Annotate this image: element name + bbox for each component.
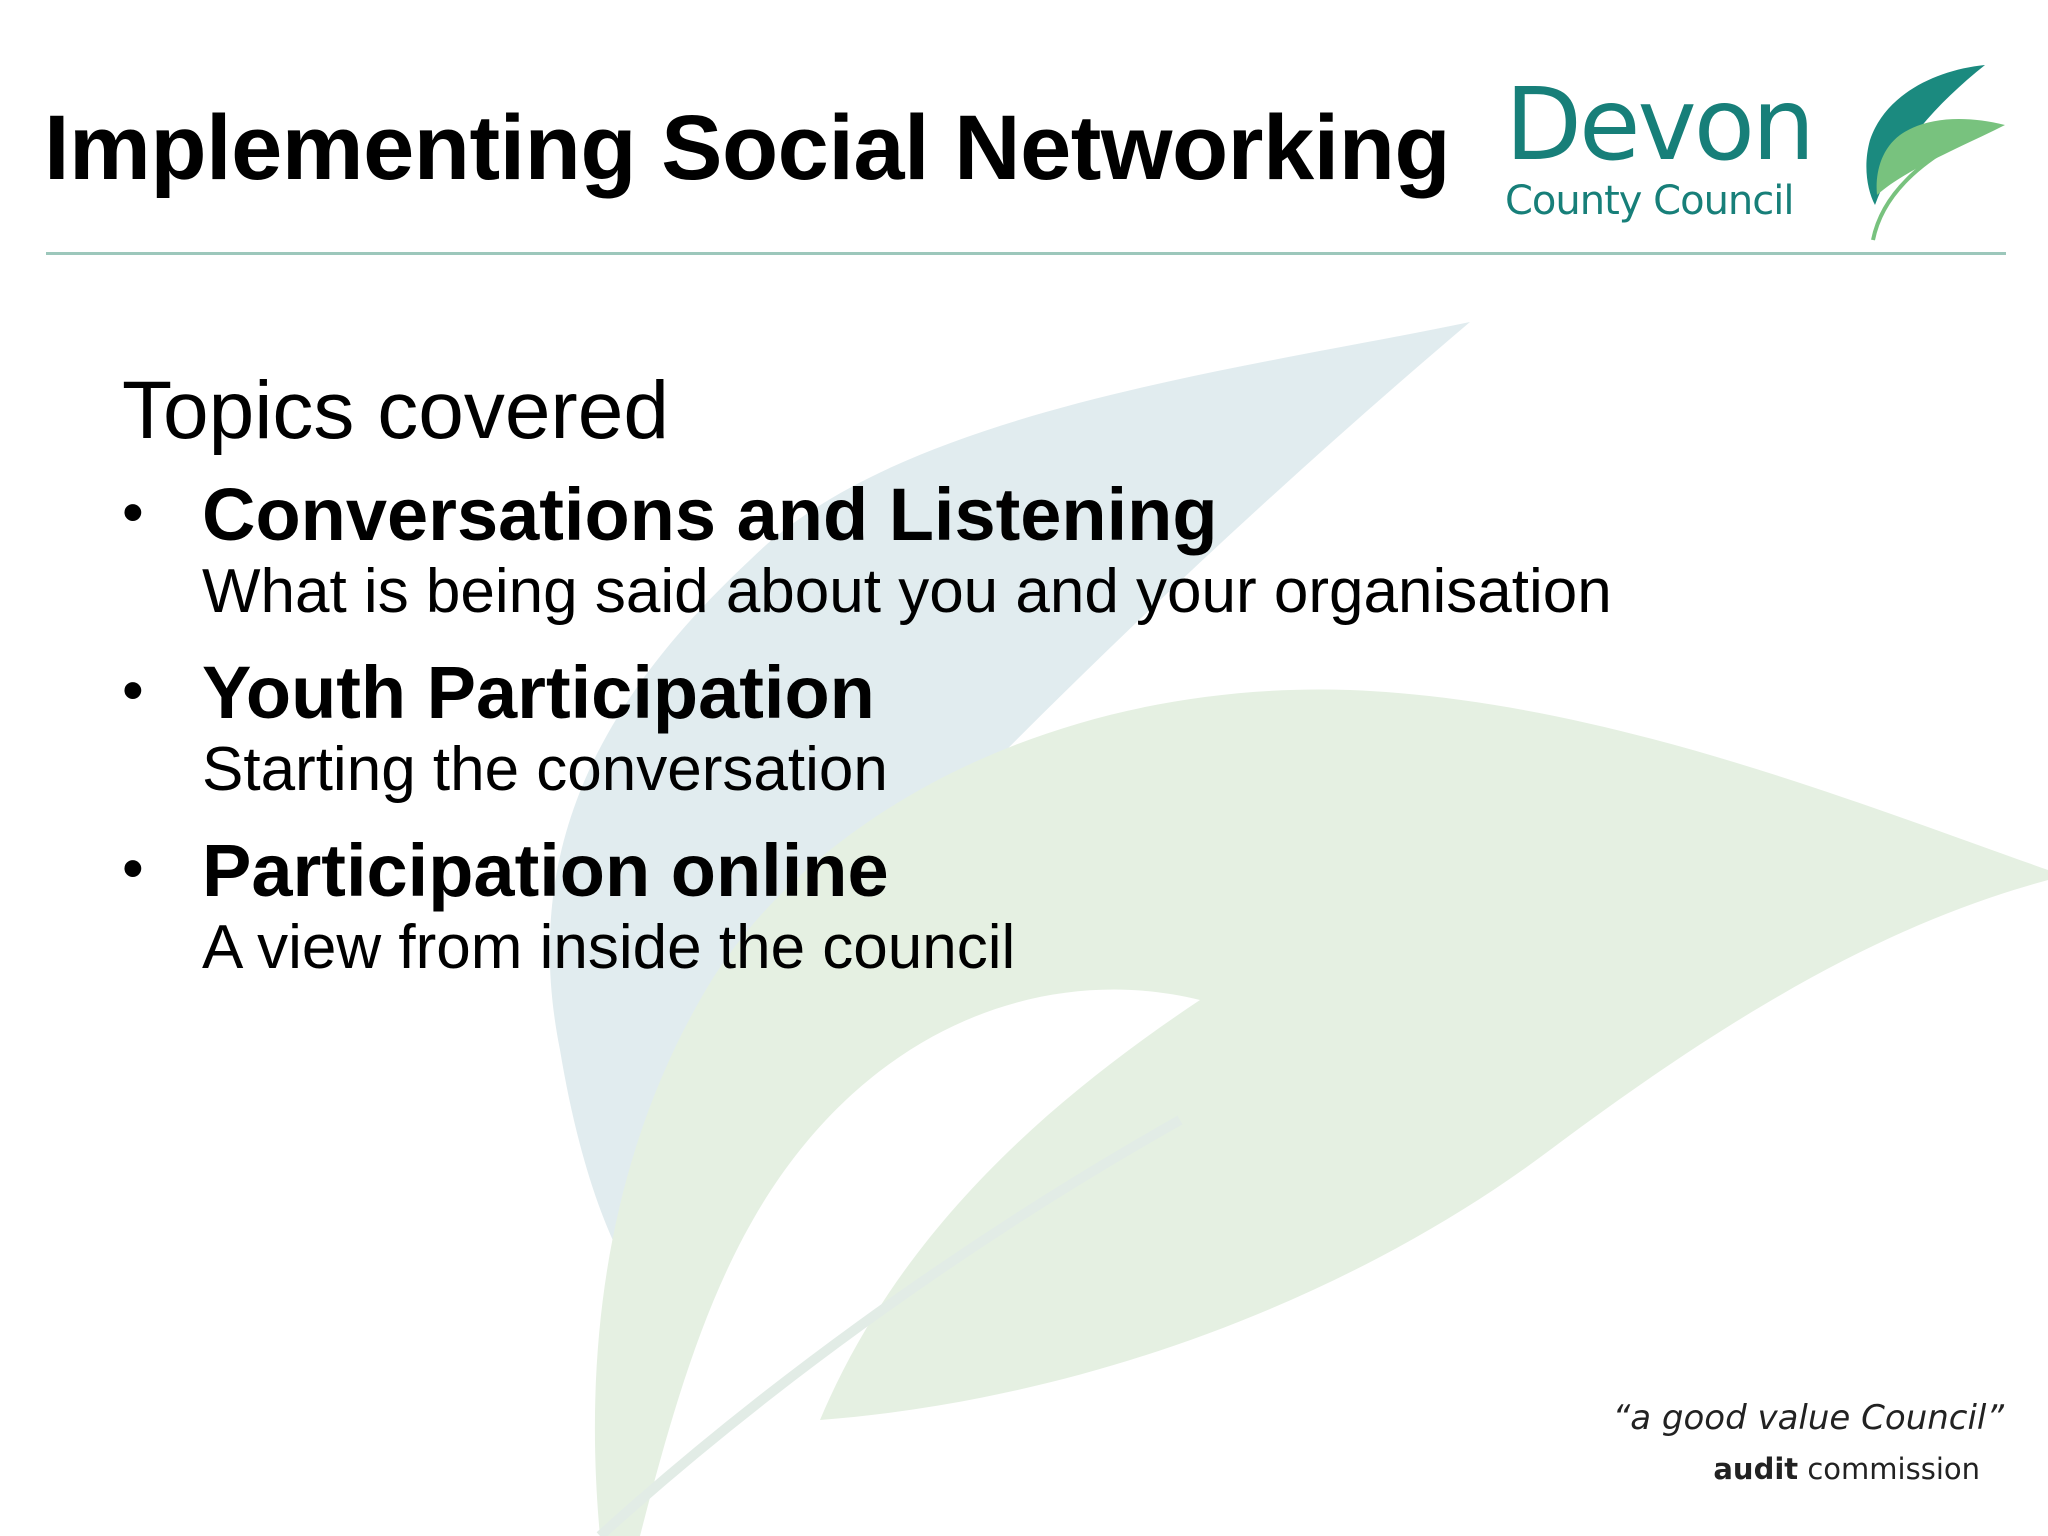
bullet: • (122, 655, 144, 725)
topic-item (122, 652, 1822, 808)
topic-item (122, 830, 1822, 986)
bullet: • (122, 478, 144, 547)
topic-title: Participation online (202, 828, 889, 912)
logo-devon-text: Devon (1505, 66, 1813, 183)
bullet: • (122, 833, 144, 903)
slide-title: Implementing Social Networking (44, 97, 1451, 199)
footer-quote: “a good value Council” (1612, 1398, 2004, 1438)
topics-heading: Topics covered (122, 365, 669, 456)
topic-subtitle: A view from inside the council (202, 912, 1016, 982)
topic-title: Youth Participation (202, 650, 875, 734)
topics-section (122, 365, 1822, 1007)
topic-subtitle: What is being said about you and your organisation (202, 557, 1612, 627)
topic-title: Conversations and Listening (202, 473, 1218, 556)
devon-county-council-logo (1495, 55, 2015, 245)
topic-subtitle: Starting the conversation (202, 735, 888, 805)
leaf-icon (1795, 55, 2015, 245)
commission-text: commission (1798, 1452, 1980, 1486)
logo-county-council-text: County Council (1505, 178, 1794, 224)
audit-commission-label (1713, 1452, 1980, 1486)
topic-item (122, 474, 1822, 630)
header-divider (46, 252, 2006, 255)
audit-bold-text: audit (1713, 1452, 1799, 1486)
